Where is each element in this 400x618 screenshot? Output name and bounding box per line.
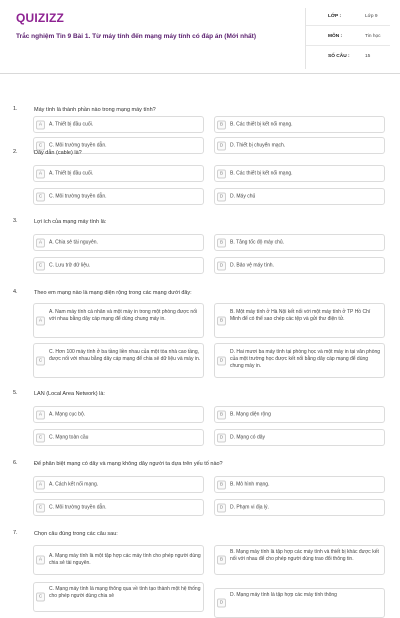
option-d[interactable] [214, 188, 385, 205]
question-text: Chọn câu đúng trong các câu sau: [34, 531, 118, 537]
question-text: Theo em mạng nào là mạng diện rộng trong các mạng dưới đây: [34, 290, 192, 296]
option-c[interactable] [33, 257, 204, 274]
question-text: Lợi ích của mạng máy tính là: [34, 219, 107, 225]
option-letter-badge: A [36, 238, 45, 247]
option-text: C. Mạng toàn cầu [49, 434, 89, 440]
option-letter-badge: D [217, 433, 226, 442]
option-letter-badge: D [217, 261, 226, 270]
option-b[interactable] [214, 303, 385, 338]
meta-label: MÔN : [328, 34, 343, 39]
option-text: D. Bảo vệ máy tính. [230, 262, 274, 268]
option-text: C. Mạng máy tính là mạng thông qua về tính tạo thành một hệ thống cho phép người dùng chia sẻ [49, 586, 201, 599]
option-letter-badge: C [36, 503, 45, 512]
option-text: D. Mạng có dây [230, 434, 266, 440]
option-text: D. Phạm vi địa lý. [230, 504, 269, 510]
option-letter-badge: C [36, 141, 45, 150]
option-letter-badge: A [36, 120, 45, 129]
option-letter-badge: B [217, 556, 226, 565]
option-text: C. Môi trường truyền dẫn. [49, 142, 107, 148]
option-a[interactable] [33, 116, 204, 133]
option-letter-badge: D [217, 356, 226, 365]
option-letter-badge: D [217, 192, 226, 201]
option-a[interactable] [33, 476, 204, 493]
option-d[interactable] [214, 588, 385, 618]
page-header [0, 0, 400, 74]
question-5 [0, 390, 400, 450]
option-letter-badge: C [36, 433, 45, 442]
option-b[interactable] [214, 165, 385, 182]
option-text: C. Môi trường truyền dẫn. [49, 504, 107, 510]
option-letter-badge: B [217, 120, 226, 129]
question-7 [0, 530, 400, 606]
option-text: A. Thiết bị đầu cuối. [49, 121, 94, 127]
option-letter-badge: B [217, 480, 226, 489]
option-d[interactable] [214, 429, 385, 446]
option-letter-badge: A [36, 556, 45, 565]
option-c[interactable] [33, 582, 204, 612]
option-b[interactable] [214, 234, 385, 251]
option-letter-badge: D [217, 503, 226, 512]
option-c[interactable] [33, 188, 204, 205]
meta-label: LỚP : [328, 14, 342, 19]
option-text: C. Hơn 100 máy tính ở ba tầng liền nhau của một tòa nhà cao tầng, được nối với nhau bằng dây cáp mạng để chia sẻ dữ liệu và máy in. [49, 349, 201, 362]
option-c[interactable] [33, 429, 204, 446]
option-text: C. Môi trường truyền dẫn. [49, 193, 107, 199]
option-c[interactable] [33, 499, 204, 516]
option-letter-badge: A [36, 316, 45, 325]
question-4 [0, 289, 400, 379]
option-letter-badge: B [217, 410, 226, 419]
option-letter-badge: A [36, 169, 45, 178]
question-text: Để phân biệt mạng có dây và mạng không dây người ta dựa trên yếu tố nào? [34, 461, 223, 467]
option-b[interactable] [214, 476, 385, 493]
option-a[interactable] [33, 165, 204, 182]
option-letter-badge: C [36, 593, 45, 602]
question-number: 4. [13, 289, 18, 295]
option-a[interactable] [33, 303, 204, 338]
option-text: D. Mạng máy tính là tập hợp các máy tính thông [230, 592, 337, 598]
option-b[interactable] [214, 406, 385, 423]
option-b[interactable] [214, 545, 385, 575]
meta-row-count [306, 48, 390, 66]
option-text: B. Mạng diện rộng [230, 411, 271, 417]
option-text: A. Nam máy tính cá nhân và một máy in trong một phòng được nối với nhau bằng dây cáp mạng để dùng chung máy in. [49, 309, 198, 322]
meta-value: 15 [365, 54, 371, 59]
option-c[interactable] [33, 343, 204, 378]
question-number: 5. [13, 390, 18, 396]
option-letter-badge: D [217, 141, 226, 150]
option-letter-badge: C [36, 356, 45, 365]
option-letter-badge: C [36, 192, 45, 201]
meta-value: Lớp 9 [365, 14, 378, 19]
question-text: Máy tính là thành phần nào trong mạng máy tính? [34, 107, 156, 113]
question-6 [0, 460, 400, 520]
option-text: A. Chia sẻ tài nguyên. [49, 239, 98, 245]
meta-label: SỐ CÂU : [328, 54, 350, 59]
option-letter-badge: B [217, 238, 226, 247]
question-number: 3. [13, 218, 18, 224]
option-text: A. Thiết bị đầu cuối. [49, 170, 94, 176]
question-text: Dây dẫn (cable) là? [34, 150, 82, 156]
option-a[interactable] [33, 406, 204, 423]
option-text: B. Mô hình mạng. [230, 481, 270, 487]
question-number: 6. [13, 460, 18, 466]
option-text: A. Cách kết nối mạng. [49, 481, 99, 487]
quizizz-logo[interactable]: QUIZIZZ [16, 11, 65, 25]
option-text: B. Các thiết bị kết nối mạng. [230, 170, 293, 176]
meta-value: Tin học [365, 34, 381, 39]
option-text: B. Tăng tốc độ máy chủ. [230, 239, 285, 245]
option-text: B. Một máy tính ở Hà Nội kết nối với một máy tính ở TP Hồ Chí Minh để có thể sao chép các tệp và gửi thư điện tử. [230, 309, 371, 322]
question-number: 2. [13, 149, 18, 155]
option-letter-badge: D [217, 599, 226, 608]
meta-info-box [305, 8, 389, 69]
option-letter-badge: B [217, 316, 226, 325]
question-2 [0, 149, 400, 209]
option-text: D. Máy chủ [230, 193, 256, 199]
option-text: D. Hai mươi ba máy tính tại phòng học và một máy in tại văn phòng của một trường học được kết nối bằng dây cáp mạng để dùng chung máy in. [230, 349, 381, 369]
option-letter-badge: B [217, 169, 226, 178]
meta-row-class [306, 8, 390, 26]
option-d[interactable] [214, 343, 385, 378]
question-number: 1. [13, 106, 18, 112]
document-title: Trắc nghiệm Tin 9 Bài 1. Từ máy tính đến mạng máy tính có đáp án (Mới nhất) [16, 33, 256, 40]
option-b[interactable] [214, 116, 385, 133]
option-text: B. Các thiết bị kết nối mạng. [230, 121, 293, 127]
option-text: A. Mạng máy tính là một tập hợp các máy tính cho phép người dùng chia sẻ tài nguyên. [49, 553, 201, 566]
option-text: D. Thiết bị chuyển mạch. [230, 142, 286, 148]
meta-row-subject [306, 28, 390, 46]
option-a[interactable] [33, 234, 204, 251]
option-text: A. Mạng cục bộ. [49, 411, 86, 417]
question-3 [0, 218, 400, 278]
option-letter-badge: A [36, 410, 45, 419]
option-d[interactable] [214, 257, 385, 274]
option-letter-badge: C [36, 261, 45, 270]
option-letter-badge: A [36, 480, 45, 489]
option-d[interactable] [214, 499, 385, 516]
question-text: LAN (Local Area Network) là: [34, 391, 105, 397]
option-text: B. Mạng máy tính là tập hợp các máy tính và thiết bị khác được kết nối với nhau để cho phép người dùng trao đổi thông tin. [230, 549, 379, 562]
option-a[interactable] [33, 545, 204, 575]
option-text: C. Lưu trữ dữ liệu. [49, 262, 91, 268]
question-number: 7. [13, 530, 18, 536]
